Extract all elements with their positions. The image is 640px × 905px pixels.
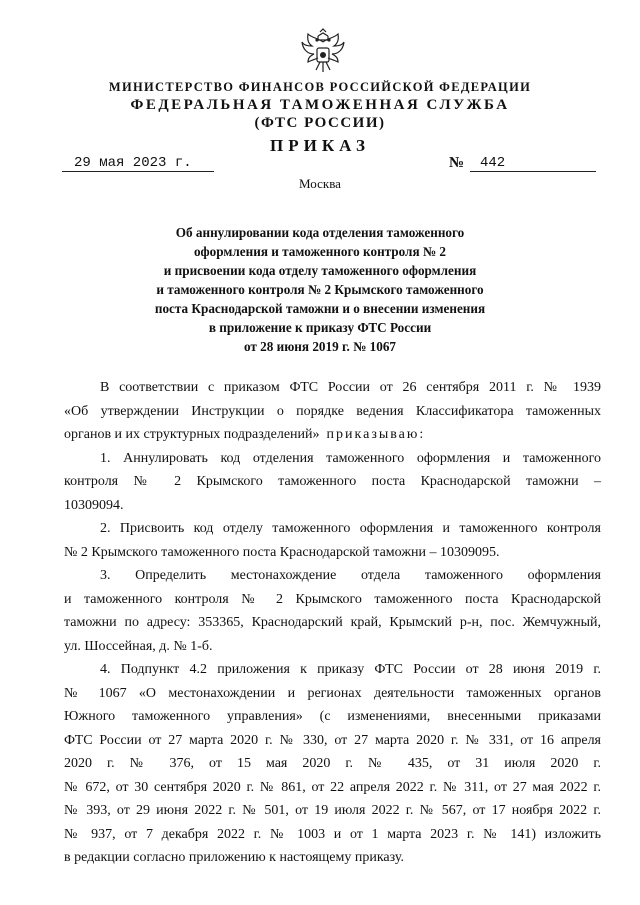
title-line: и таможенного контроля № 2 Крымского таможенного <box>156 282 484 297</box>
body-line: 1. Аннулировать код отделения таможенного оформления и таможенного <box>100 450 601 466</box>
body-line: 2020 г. № 376, от 15 мая 2020 г. № 435, от 31 июля 2020 г. <box>64 756 601 771</box>
title-line: поста Краснодарской таможни и о внесении изменения <box>154 301 486 316</box>
body-line: «Об утверждении Инструкции о порядке ведения Классификатора таможенных <box>64 403 601 419</box>
body-line: № 672, от 30 сентября 2020 г. № 861, от 22 апреля 2022 г. № 311, от 27 мая 2022 г. <box>64 779 601 795</box>
command-word: приказываю: <box>326 427 426 442</box>
body-line-text: органов и их структурных подразделений» <box>64 427 320 442</box>
body-line: и таможенного контроля № 2 Крымского таможенного поста Краснодарской <box>64 591 601 607</box>
title-line: Об аннулировании кода отделения таможенного <box>175 225 465 240</box>
body-line: ФТС России от 27 марта 2020 г. № 330, от 27 марта 2020 г. № 331, от 16 апреля <box>64 732 601 748</box>
document-type: ПРИКАЗ <box>270 136 370 155</box>
body-line: № 1067 «О местонахождении и регионах деятельности таможенных органов <box>64 685 601 701</box>
body-line: 2. Присвоить код отделу таможенного оформления и таможенного контроля <box>100 521 601 536</box>
order-date: 29 мая 2023 г. <box>62 155 214 172</box>
document-body <box>64 376 601 870</box>
body-line <box>64 423 601 447</box>
title-line: оформления и таможенного контроля № 2 <box>193 244 447 259</box>
body-line: 4. Подпункт 4.2 приложения к приказу ФТС России от 28 июня 2019 г. <box>100 662 601 677</box>
intro-paragraph <box>64 376 601 447</box>
paragraph-2 <box>64 517 601 564</box>
service-name: ФЕДЕРАЛЬНАЯ ТАМОЖЕННАЯ СЛУЖБА <box>130 97 510 113</box>
title-line: в приложение к приказу ФТС России <box>208 320 432 335</box>
body-line: № 393, от 29 июня 2022 г. № 501, от 19 июля 2022 г. № 567, от 17 ноября 2022 г. <box>64 803 601 818</box>
ministry-name: МИНИСТЕРСТВО ФИНАНСОВ РОССИЙСКОЙ ФЕДЕРАЦИИ <box>108 80 532 94</box>
russian-coat-of-arms-icon <box>300 28 346 78</box>
number-sign: № <box>449 155 465 171</box>
city: Москва <box>299 176 341 191</box>
body-line: контроля № 2 Крымского таможенного поста Краснодарской таможни – <box>64 474 601 489</box>
body-line: Южного таможенного управления» (с изменениями, внесенными приказами <box>64 709 601 724</box>
body-line: ул. Шоссейная, д. № 1-б. <box>64 638 213 654</box>
body-line: 10309094. <box>64 497 124 513</box>
document-title <box>100 223 540 356</box>
paragraph-1 <box>64 447 601 518</box>
body-line: в редакции согласно приложению к настоящему приказу. <box>64 850 404 865</box>
service-abbreviation: (ФТС РОССИИ) <box>254 115 386 131</box>
body-line: В соответствии с приказом ФТС России от 26 сентября 2011 г. № 1939 <box>100 380 601 395</box>
paragraph-4 <box>64 658 601 870</box>
title-line: и присвоении кода отделу таможенного оформления <box>163 263 477 278</box>
body-line: № 937, от 7 декабря 2022 г. № 1003 и от 1 марта 2023 г. № 141) изложить <box>64 826 601 842</box>
order-number: 442 <box>470 155 596 172</box>
title-line: от 28 июня 2019 г. № 1067 <box>243 339 397 354</box>
paragraph-3 <box>64 564 601 658</box>
body-line: 3. Определить местонахождение отдела таможенного оформления <box>100 568 601 583</box>
body-line: таможни по адресу: 353365, Краснодарский край, Крымский р-н, пос. Жемчужный, <box>64 615 601 630</box>
body-line: № 2 Крымского таможенного поста Краснодарской таможни – 10309095. <box>64 544 500 560</box>
